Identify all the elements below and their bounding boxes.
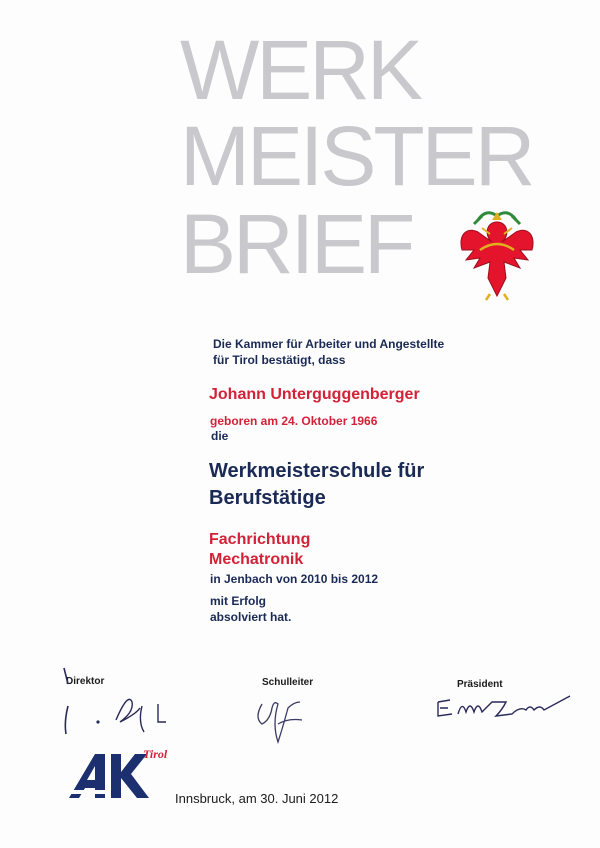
place-date: Innsbruck, am 30. Juni 2012 bbox=[175, 791, 339, 806]
field-line-2: Mechatronik bbox=[209, 551, 304, 568]
issuer-line-2: für Tirol bestätigt, dass bbox=[213, 353, 346, 367]
training-period: in Jenbach von 2010 bis 2012 bbox=[210, 572, 379, 586]
birth-date: geboren am 24. Oktober 1966 bbox=[210, 414, 378, 428]
president-label: Präsident bbox=[457, 679, 503, 690]
issuer-line-1: Die Kammer für Arbeiter und Angestellte bbox=[213, 337, 445, 351]
recipient-name: Johann Unterguggenberger bbox=[209, 386, 420, 403]
result-line-2: absolviert hat. bbox=[210, 610, 292, 624]
die-word: die bbox=[211, 429, 229, 443]
headmaster-signature bbox=[248, 690, 318, 760]
title-werk: WERK bbox=[180, 23, 420, 117]
result-line-1: mit Erfolg bbox=[210, 594, 266, 608]
headmaster-label: Schulleiter bbox=[262, 677, 314, 688]
school-line-2: Berufstätige bbox=[209, 487, 326, 509]
tyrolean-eagle-icon bbox=[452, 206, 542, 302]
director-label: Direktor bbox=[66, 676, 105, 687]
title-brief: BRIEF bbox=[180, 197, 413, 291]
president-signature bbox=[430, 688, 580, 722]
ak-tirol-logo bbox=[65, 746, 175, 804]
field-line-1: Fachrichtung bbox=[209, 531, 311, 548]
director-signature bbox=[58, 662, 188, 742]
title-meister: MEISTER bbox=[180, 109, 533, 203]
logo-tirol-text: Tirol bbox=[143, 747, 168, 761]
school-line-1: Werkmeisterschule für bbox=[209, 460, 425, 482]
